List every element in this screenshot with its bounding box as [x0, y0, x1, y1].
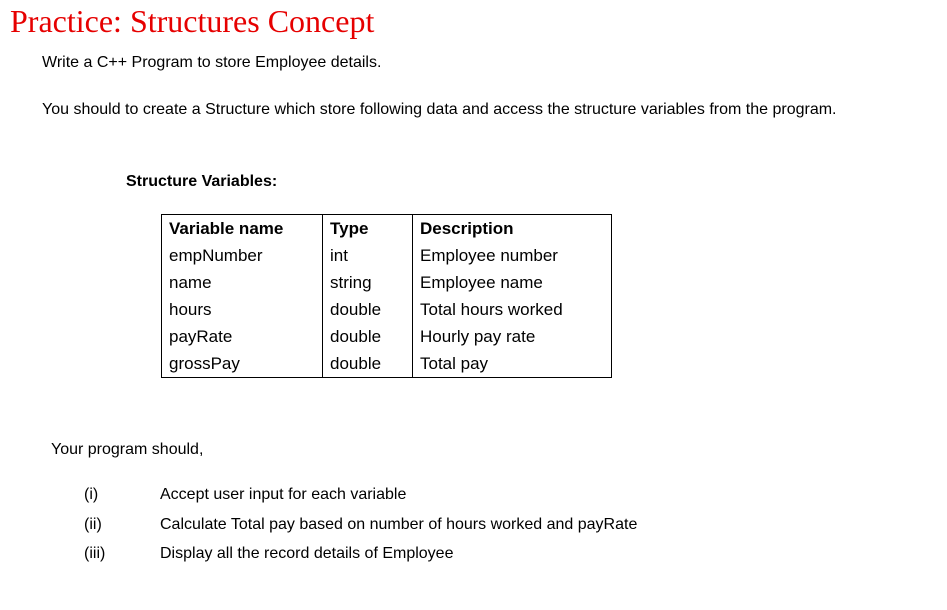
cell-variable-name: name	[162, 269, 323, 296]
cell-description: Employee number	[413, 242, 612, 269]
requirement-number: (i)	[84, 486, 99, 503]
requirement-number: (ii)	[84, 516, 102, 533]
requirement-number: (iii)	[84, 545, 106, 562]
instructions-paragraph: You should to create a Structure which store following data and access the structure variables from the program.	[42, 101, 837, 118]
cell-variable-name: grossPay	[162, 350, 323, 378]
requirement-item	[84, 514, 637, 536]
cell-description: Total hours worked	[413, 296, 612, 323]
cell-description: Employee name	[413, 269, 612, 296]
structure-variables-heading: Structure Variables:	[126, 173, 278, 190]
requirement-text: Display all the record details of Employee	[160, 545, 454, 562]
page-title: Practice: Structures Concept	[10, 3, 375, 39]
cell-description: Total pay	[413, 350, 612, 378]
cell-type: int	[323, 242, 413, 269]
intro-text: Write a C++ Program to store Employee details.	[42, 54, 382, 71]
cell-variable-name: empNumber	[162, 242, 323, 269]
cell-variable-name: payRate	[162, 323, 323, 350]
requirement-item	[84, 543, 453, 565]
table-row	[162, 350, 612, 378]
table-header-row	[162, 215, 612, 243]
table-row	[162, 269, 612, 296]
table-row	[162, 323, 612, 350]
cell-type: string	[323, 269, 413, 296]
cell-variable-name: hours	[162, 296, 323, 323]
table-row	[162, 242, 612, 269]
requirement-text: Calculate Total pay based on number of hours worked and payRate	[160, 516, 638, 533]
requirement-text: Accept user input for each variable	[160, 486, 407, 503]
header-description: Description	[413, 215, 612, 243]
header-variable-name: Variable name	[162, 215, 323, 243]
header-type: Type	[323, 215, 413, 243]
requirements-intro: Your program should,	[51, 441, 204, 458]
cell-description: Hourly pay rate	[413, 323, 612, 350]
structure-variables-table	[161, 214, 612, 378]
cell-type: double	[323, 350, 413, 378]
cell-type: double	[323, 296, 413, 323]
requirement-item	[84, 484, 406, 506]
cell-type: double	[323, 323, 413, 350]
table-row	[162, 296, 612, 323]
